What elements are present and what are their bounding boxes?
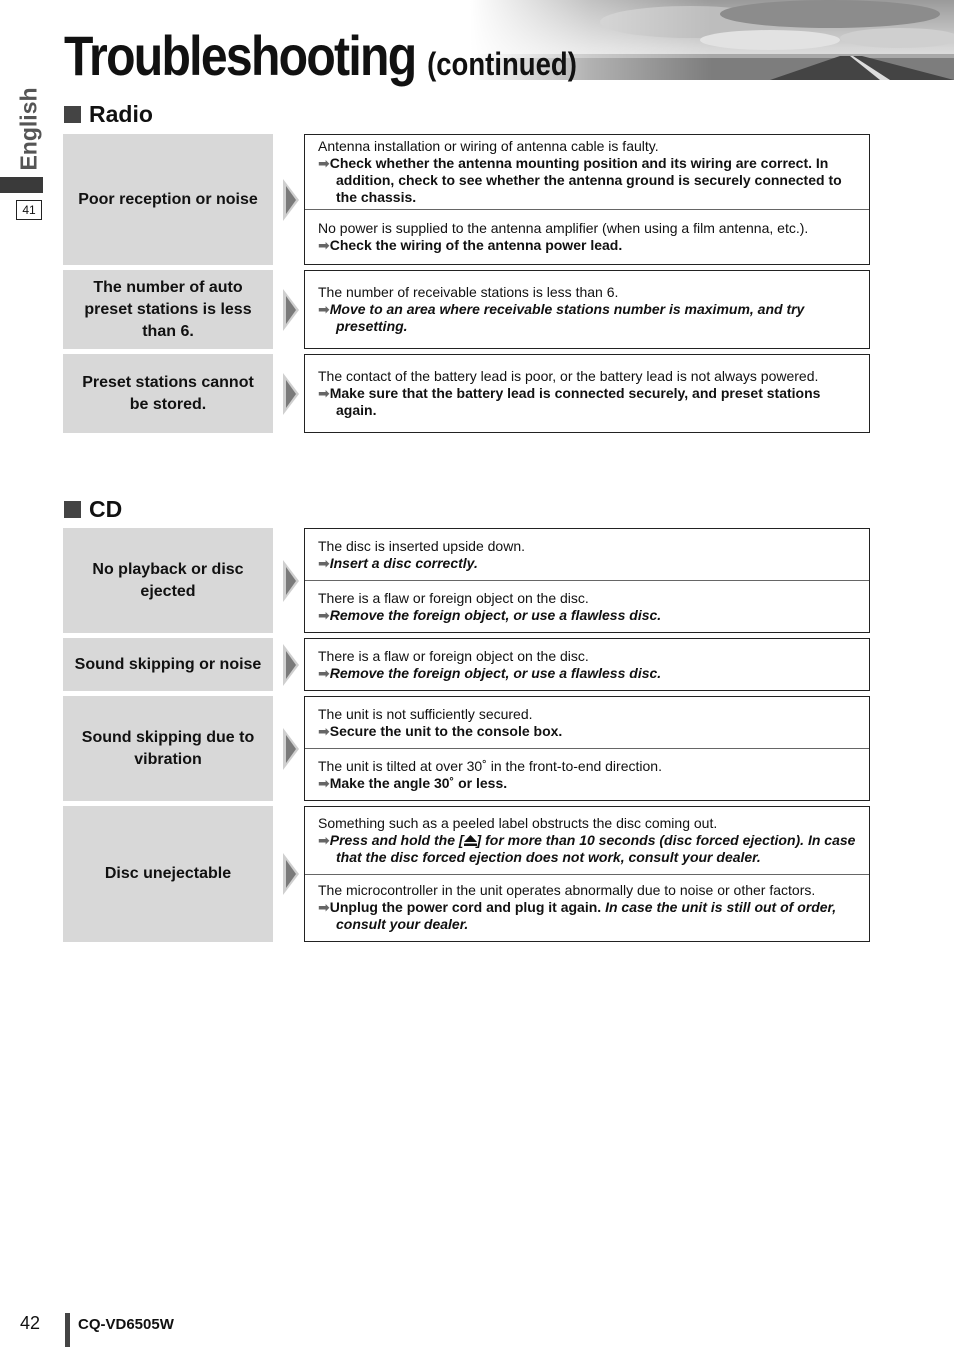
cause-text: Antenna installation or wiring of antenna cable is faulty.: [318, 138, 659, 154]
cause-block: [305, 271, 869, 348]
remedy-instruction: Move to an area where receivable stations number is maximum, and try presetting.: [329, 301, 805, 334]
cause-text: No power is supplied to the antenna amplifier (when using a film antenna, etc.).: [318, 220, 809, 236]
remedy-instruction: Make the angle 30˚ or less.: [329, 774, 508, 791]
remedy-box: [304, 806, 870, 942]
language-text: English: [15, 87, 42, 171]
remedy-text: [318, 237, 861, 254]
symptom-label: Preset stations cannot be stored.: [63, 354, 273, 433]
symptom-label: Sound skipping due to vibration: [63, 696, 273, 801]
trouble-row: [63, 134, 870, 265]
chevron-right-icon: [283, 373, 299, 415]
remedy-instruction: Check the wiring of the antenna power lead.: [329, 237, 623, 253]
symptom-label: No playback or disc ejected: [63, 528, 273, 633]
language-label: [14, 86, 44, 172]
page-title-main: Troubleshooting: [64, 24, 416, 87]
trouble-row: [63, 270, 870, 349]
remedy-instruction-cont: ] for more than 10 seconds (disc forced ejection). In case that the disc forced ejection does not work, consult your dealer.: [336, 831, 856, 865]
remedy-text: [318, 723, 861, 740]
arrow-right-icon: ➡: [318, 722, 330, 739]
arrow-right-icon: ➡: [318, 606, 330, 623]
cause-text: There is a flaw or foreign object on the disc.: [318, 647, 589, 664]
chevron-right-icon: [283, 179, 299, 221]
remedy-box: [304, 696, 870, 801]
remedy-text: [318, 607, 861, 624]
remedy-box: [304, 638, 870, 691]
chevron-right-icon: [283, 728, 299, 770]
remedy-text: [318, 385, 861, 419]
eject-icon: [464, 835, 477, 846]
cause-text: Something such as a peeled label obstructs the disc coming out.: [318, 814, 718, 831]
cause-text: The unit is tilted at over 30˚ in the front-to-end direction.: [318, 757, 662, 774]
cause-text: The microcontroller in the unit operates abnormally due to noise or other factors.: [318, 882, 816, 899]
section-page-ref: 41: [16, 200, 42, 220]
cause-block: [305, 529, 869, 580]
arrow-right-icon: ➡: [318, 899, 330, 916]
cause-block: [305, 355, 869, 432]
cause-block: [305, 209, 869, 264]
arrow-right-icon: ➡: [318, 237, 330, 253]
symptom-label: Poor reception or noise: [63, 134, 273, 265]
remedy-instruction: Remove the foreign object, or use a flawless disc.: [329, 606, 662, 623]
cause-block: [305, 135, 869, 209]
chevron-right-icon: [283, 853, 299, 895]
remedy-instruction: Make sure that the battery lead is connected securely, and preset stations again.: [329, 385, 821, 418]
square-bullet-icon: [64, 501, 81, 518]
cause-block: [305, 639, 869, 690]
arrow-right-icon: ➡: [318, 664, 330, 681]
remedy-text: [318, 899, 861, 933]
trouble-row: [63, 528, 870, 633]
remedy-instruction: Check whether the antenna mounting position and its wiring are correct. In addition, check to see whether the antenna ground is securely connected to the chassis.: [329, 155, 842, 205]
remedy-instruction: Press and hold the [: [329, 831, 464, 848]
chevron-right-icon: [283, 560, 299, 602]
model-number: CQ-VD6505W: [78, 1316, 174, 1333]
remedy-text: [318, 665, 861, 682]
page-title: [64, 24, 577, 87]
cause-block: [305, 697, 869, 748]
arrow-right-icon: ➡: [318, 301, 330, 317]
remedy-box: [304, 270, 870, 349]
remedy-text: [318, 832, 861, 866]
cause-block: [305, 807, 869, 874]
page-number: 42: [20, 1313, 41, 1333]
remedy-text: [318, 155, 861, 206]
remedy-box: [304, 528, 870, 633]
trouble-row: [63, 638, 870, 691]
arrow-right-icon: ➡: [318, 774, 330, 791]
arrow-right-icon: ➡: [318, 155, 330, 171]
footer-divider: [65, 1313, 70, 1347]
square-bullet-icon: [64, 106, 81, 123]
chevron-right-icon: [283, 644, 299, 686]
cause-text: The disc is inserted upside down.: [318, 537, 525, 554]
remedy-instruction: Secure the unit to the console box.: [329, 722, 563, 739]
remedy-box: [304, 354, 870, 433]
remedy-text: [318, 775, 861, 792]
page-title-suffix: (continued): [427, 46, 577, 82]
trouble-row: [63, 806, 870, 942]
trouble-row: [63, 354, 870, 433]
section-title-radio: [64, 101, 153, 128]
cause-text: The contact of the battery lead is poor, or the battery lead is not always powered.: [318, 368, 819, 384]
section-title-text: CD: [89, 496, 123, 522]
section-title-text: Radio: [89, 101, 153, 127]
remedy-instruction: Unplug the power cord and plug it again.: [329, 899, 602, 916]
cause-block: [305, 874, 869, 942]
section-title-cd: [64, 496, 122, 523]
arrow-right-icon: ➡: [318, 831, 330, 848]
trouble-row: [63, 696, 870, 801]
arrow-right-icon: ➡: [318, 385, 330, 401]
arrow-right-icon: ➡: [318, 554, 330, 571]
cause-block: [305, 748, 869, 800]
symptom-label: Disc unejectable: [63, 806, 273, 942]
cause-text: The unit is not sufficiently secured.: [318, 705, 533, 722]
symptom-label: The number of auto preset stations is less than 6.: [63, 270, 273, 349]
cause-block: [305, 580, 869, 632]
remedy-text: [318, 301, 861, 335]
symptom-label: Sound skipping or noise: [63, 638, 273, 691]
remedy-note: In case the unit is still out of order, consult your dealer.: [336, 899, 837, 933]
cause-text: The number of receivable stations is less than 6.: [318, 284, 619, 300]
remedy-box: [304, 134, 870, 265]
chevron-right-icon: [283, 289, 299, 331]
remedy-instruction: Insert a disc correctly.: [329, 554, 478, 571]
remedy-instruction: Remove the foreign object, or use a flawless disc.: [329, 664, 662, 681]
cause-text: There is a flaw or foreign object on the disc.: [318, 589, 589, 606]
remedy-text: [318, 555, 861, 572]
language-tab-bar: [0, 177, 43, 193]
